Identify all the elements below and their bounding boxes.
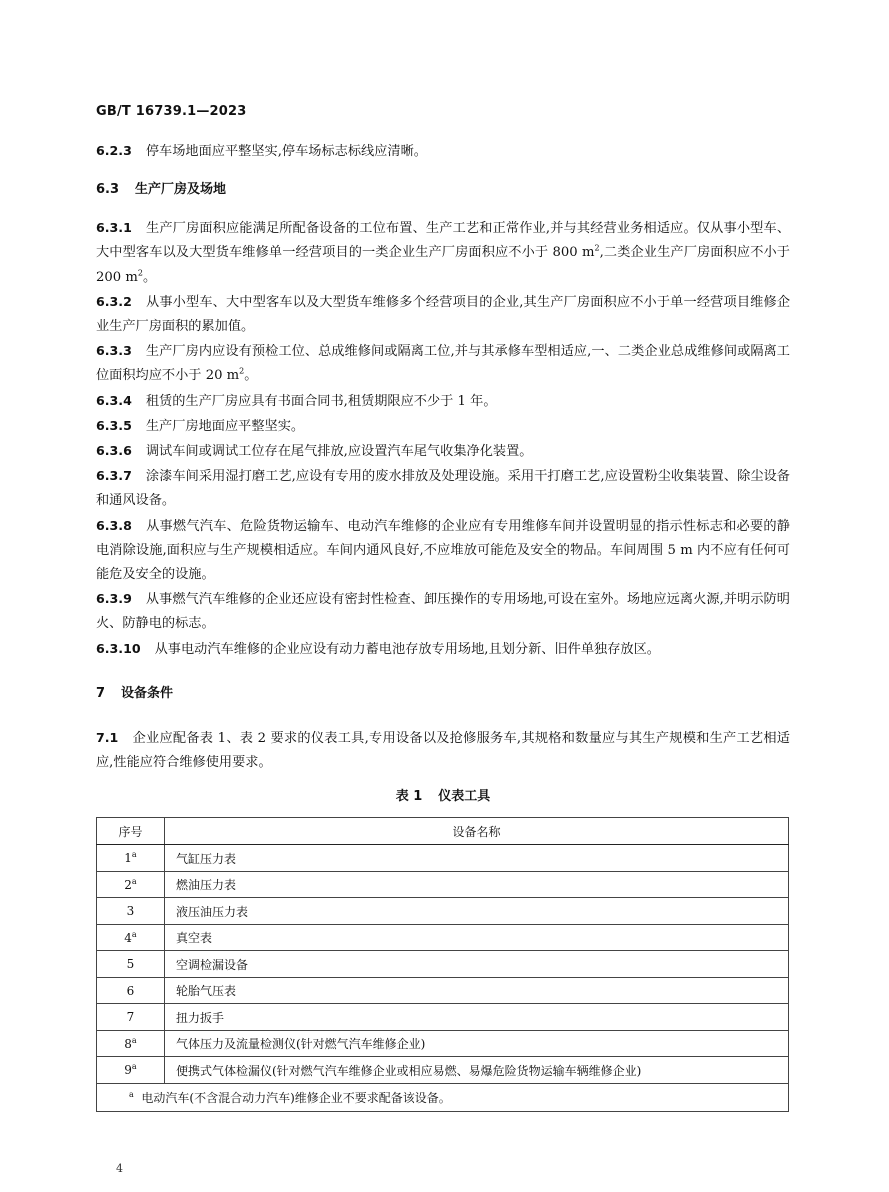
table-caption [96, 785, 790, 809]
clause-6-3-8 [96, 514, 790, 588]
clause-6-3-9 [96, 587, 790, 636]
column-header-number: 序号 [97, 818, 165, 845]
clause-text: 企业应配备表 1、表 2 要求的仪表工具,专用设备以及抢修服务车,其规格和数量应与其生产规模和生产工艺相适应,性能应符合维修使用要求。 [96, 730, 790, 771]
equipment-name: 轮胎气压表 [165, 977, 789, 1004]
clause-text: 生产厂房面积应能满足所配备设备的工位布置、生产工艺和正常作业,并与其经营业务相适应。仅从事小型车、大中型客车以及大型货车维修单一经营项目的一类企业生产厂房面积应不小于 800 m [96, 221, 790, 261]
clause-text: 停车场地面应平整坚实,停车场标志标线应清晰。 [145, 144, 427, 159]
clause-number: 6.3.5 [96, 417, 132, 433]
table-row [97, 924, 789, 951]
note-marker: a [129, 1089, 134, 1099]
equipment-name: 燃油压力表 [165, 871, 789, 898]
table-header-row [97, 818, 789, 845]
equipment-name: 液压油压力表 [165, 898, 789, 925]
table-row [97, 1004, 789, 1031]
section-number: 6.3 [96, 182, 120, 198]
table-row [97, 845, 789, 872]
clause-6-3-1 [96, 216, 790, 290]
clause-text: 调试车间或调试工位存在尾气排放,应设置汽车尾气收集净化装置。 [145, 444, 533, 460]
table-note-row [97, 1083, 789, 1111]
clause-text: 租赁的生产厂房应具有书面合同书,租赁期限应不少于 1 年。 [145, 393, 497, 409]
clause-text: 生产厂房地面应平整坚实。 [145, 418, 305, 434]
superscript: 2 [137, 268, 143, 278]
clause-text: 。 [142, 269, 157, 285]
clause-number: 6.3.1 [96, 220, 132, 236]
clause-text: 从事燃气汽车、危险货物运输车、电动汽车维修的企业应有专用维修车间并设置明显的指示性标志和必要的静电消除设施,面积应与生产规模相适应。车间内通风良好,不应堆放可能危及安全的物品。车间周围 5 m 内不应有任何可能危及安全的设施。 [96, 518, 790, 583]
row-number-value: 6 [126, 983, 135, 998]
row-number [97, 924, 165, 951]
row-number-value: 2 [124, 877, 132, 892]
row-number [97, 977, 165, 1004]
clause-text: ,二类企业生产厂房面积应不小于 200 m [96, 245, 790, 285]
clause-number: 6.3.6 [96, 443, 132, 459]
clause-6-3-10 [96, 637, 790, 662]
row-number [97, 871, 165, 898]
footnote-marker: a [131, 1035, 137, 1045]
footnote-marker: a [131, 1062, 137, 1072]
row-number [97, 1004, 165, 1031]
row-number-value: 9 [124, 1063, 132, 1078]
clause-text: 从事电动汽车维修的企业应设有动力蓄电池存放专用场地,且划分新、旧件单独存放区。 [154, 641, 660, 657]
clause-number: 6.2.3 [96, 143, 132, 158]
instrument-tools-table [96, 817, 789, 1112]
section-title: 生产厂房及场地 [135, 182, 227, 198]
table-note [97, 1083, 789, 1111]
table-row [97, 977, 789, 1004]
equipment-name: 空调检漏设备 [165, 951, 789, 978]
table-caption-title: 仪表工具 [438, 789, 491, 805]
section-number: 7 [96, 685, 106, 701]
clause-text: 生产厂房内应设有预检工位、总成维修间或隔离工位,并与其承修车型相适应,一、二类企业总成维修间或隔离工位面积均应不小于 20 m [96, 344, 790, 384]
clause-6-3-4 [96, 389, 790, 414]
row-number-value: 4 [124, 930, 132, 945]
clause-number: 6.3.2 [96, 293, 132, 309]
note-text: 电动汽车(不含混合动力汽车)维修企业不要求配备该设备。 [141, 1090, 451, 1105]
equipment-name: 便携式气体检漏仪(针对燃气汽车维修企业或相应易燃、易爆危险货物运输车辆维修企业) [165, 1057, 789, 1084]
table-row [97, 871, 789, 898]
clause-6-2-3 [96, 139, 790, 164]
clause-number: 6.3.10 [96, 640, 141, 656]
clause-number: 6.3.8 [96, 517, 132, 533]
row-number [97, 1030, 165, 1057]
clause-6-3-7 [96, 464, 790, 513]
row-number-value: 3 [126, 904, 135, 919]
section-heading-6-3 [96, 178, 790, 202]
table-row [97, 951, 789, 978]
equipment-name: 气体压力及流量检测仪(针对燃气汽车维修企业) [165, 1030, 789, 1057]
equipment-name: 真空表 [165, 924, 789, 951]
table-row [97, 898, 789, 925]
row-number [97, 1057, 165, 1084]
clause-number: 6.3.7 [96, 468, 132, 484]
footnote-marker: a [131, 876, 137, 886]
table-row [97, 1057, 789, 1084]
document-number: GB/T 16739.1—2023 [96, 104, 247, 119]
row-number-value: 1 [124, 851, 132, 866]
clause-6-3-5 [96, 414, 790, 439]
clause-number: 6.3.4 [96, 392, 132, 408]
page-content [96, 139, 790, 1112]
superscript: 2 [239, 367, 245, 377]
row-number-value: 8 [124, 1036, 132, 1051]
table-row [97, 1030, 789, 1057]
equipment-name: 气缸压力表 [165, 845, 789, 872]
clause-text: 从事燃气汽车维修的企业还应设有密封性检查、卸压操作的专用场地,可设在室外。场地应远离火源,并明示防明火、防静电的标志。 [96, 592, 790, 632]
footnote-marker: a [131, 929, 137, 939]
clause-number: 6.3.9 [96, 591, 132, 607]
equipment-name: 扭力扳手 [165, 1004, 789, 1031]
section-title: 设备条件 [121, 685, 174, 701]
clause-text: 从事小型车、大中型客车以及大型货车维修多个经营项目的企业,其生产厂房面积应不小于单一经营项目维修企业生产厂房面积的累加值。 [96, 294, 790, 335]
table-caption-number: 表 1 [395, 789, 423, 805]
section-heading-7 [96, 682, 790, 706]
clause-text: 。 [244, 368, 258, 384]
superscript: 2 [594, 244, 600, 254]
row-number [97, 951, 165, 978]
clause-6-3-3 [96, 339, 790, 388]
clause-text: 涂漆车间采用湿打磨工艺,应设有专用的废水排放及处理设施。采用干打磨工艺,应设置粉尘收集装置、除尘设备和通风设备。 [96, 469, 790, 509]
clause-number: 6.3.3 [96, 343, 132, 359]
row-number-value: 5 [126, 957, 135, 972]
column-header-name: 设备名称 [165, 818, 789, 845]
page-number: 4 [116, 1162, 123, 1175]
clause-6-3-2 [96, 290, 790, 339]
footnote-marker: a [131, 850, 137, 860]
row-number [97, 898, 165, 925]
clause-number: 7.1 [96, 729, 119, 745]
table-body [97, 845, 789, 1084]
clause-6-3-6 [96, 439, 790, 464]
row-number-value: 7 [126, 1010, 135, 1025]
row-number [97, 845, 165, 872]
clause-7-1 [96, 726, 790, 775]
